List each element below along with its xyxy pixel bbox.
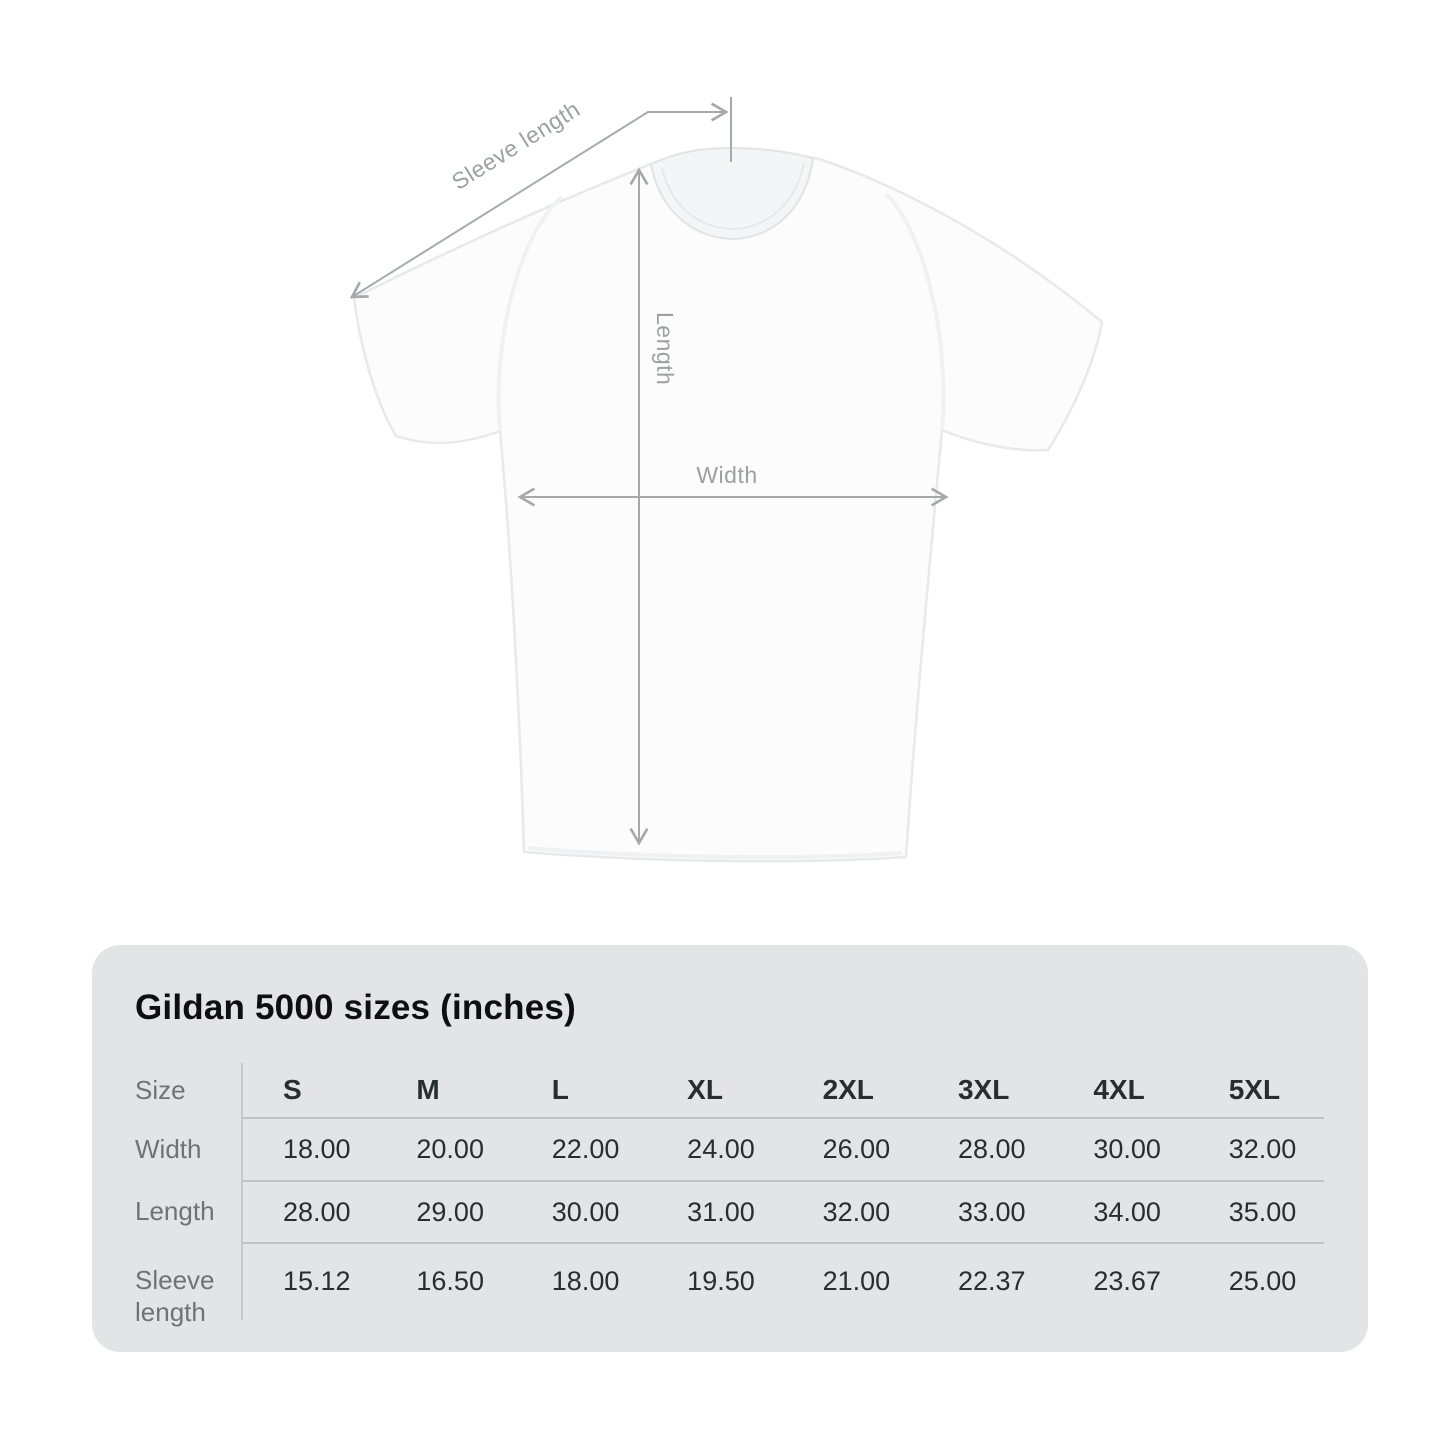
table-cell: 35.00 — [1189, 1180, 1324, 1242]
table-cell: 28.00 — [241, 1180, 376, 1242]
table-cell: 32.00 — [783, 1180, 918, 1242]
table-cell: 32.00 — [1189, 1117, 1324, 1180]
table-cell: 15.12 — [241, 1242, 376, 1320]
column-header-xl: XL — [687, 1074, 723, 1105]
column-header-l: L — [551, 1074, 569, 1105]
size-chart-title: Gildan 5000 sizes (inches) — [135, 988, 576, 1027]
table-cell: 26.00 — [783, 1117, 918, 1180]
table-cell: 22.37 — [918, 1242, 1053, 1320]
table-cell: 22.00 — [512, 1117, 647, 1180]
table-cell: 33.00 — [918, 1180, 1053, 1242]
table-cell: 16.50 — [376, 1242, 511, 1320]
table-cell: 24.00 — [647, 1117, 782, 1180]
column-header-2xl: 2XL — [822, 1074, 874, 1105]
tshirt-body — [354, 158, 1102, 861]
table-cell: 18.00 — [512, 1242, 647, 1320]
row-label-sleeve-length: Sleeve length — [135, 1265, 215, 1327]
column-header-4xl: 4XL — [1093, 1074, 1145, 1105]
size-header-label: Size — [135, 1075, 186, 1105]
column-header-s: S — [241, 1063, 376, 1117]
table-cell: 30.00 — [512, 1180, 647, 1242]
row-label-length: Length — [135, 1196, 215, 1226]
table-cell: 29.00 — [376, 1180, 511, 1242]
length-label: Length — [652, 312, 678, 386]
table-cell: 20.00 — [376, 1117, 511, 1180]
width-label: Width — [696, 462, 758, 488]
tshirt-photo — [354, 148, 1102, 861]
table-cell: 25.00 — [1189, 1242, 1324, 1320]
table-cell: 18.00 — [241, 1117, 376, 1180]
size-table — [92, 1063, 1324, 1327]
table-cell: 31.00 — [647, 1180, 782, 1242]
sleeve-length-label: Sleeve length — [447, 95, 585, 195]
table-cell: 34.00 — [1053, 1180, 1188, 1242]
column-header-3xl: 3XL — [957, 1074, 1010, 1105]
size-chart-panel — [92, 945, 1368, 1352]
table-cell: 30.00 — [1053, 1117, 1188, 1180]
row-label-width: Width — [135, 1133, 202, 1164]
table-cell: 23.67 — [1053, 1242, 1188, 1320]
table-cell: 19.50 — [647, 1242, 782, 1320]
column-header-5xl: 5XL — [1228, 1074, 1281, 1105]
table-cell: 28.00 — [918, 1117, 1053, 1180]
column-header-m: M — [416, 1074, 440, 1105]
table-cell: 21.00 — [783, 1242, 918, 1320]
